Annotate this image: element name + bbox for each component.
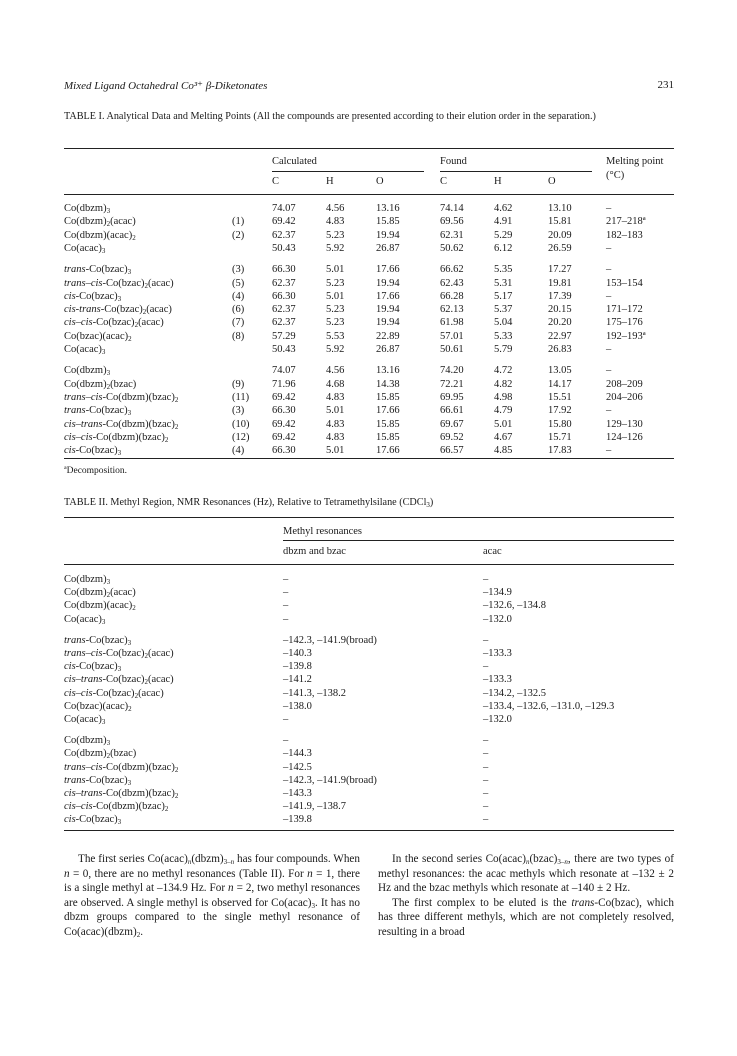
table1-found-c: 69.67: [440, 418, 464, 430]
table1-found-o: 13.10: [548, 203, 572, 214]
table2-caption: TABLE II. Methyl Region, NMR Resonances (Hz), Relative to Tetramethylsilane (CDCl$_3$): [64, 497, 434, 509]
table1-calc-o: 17.66: [376, 264, 400, 276]
table1-row-number: (3): [232, 264, 245, 276]
table1-calc-c: 69.42: [272, 216, 296, 228]
table1-found-o: 26.59: [548, 242, 572, 254]
table2-acac-value: –: [483, 788, 489, 799]
table1-calc-c: 66.30: [272, 405, 296, 417]
body-right-column: [378, 852, 674, 940]
table1-found-h: 4.62: [494, 203, 513, 214]
table2-acac-value: –: [483, 748, 489, 760]
table1-row-compound: $Co(acac)_3$: [64, 242, 106, 255]
table1-calc-c: 50.43: [272, 242, 296, 254]
table1-found-o: 26.83: [548, 344, 572, 355]
table2-row-compound: $Co(dbzm)_2(bzac)$: [64, 748, 137, 761]
table1-calc-h: 4.83: [326, 216, 345, 228]
table2-dbzm-bzac-value: –138.0: [283, 700, 312, 712]
table1-col-calc-h: H: [326, 176, 334, 187]
table2-acac-value: –: [483, 761, 489, 773]
table1-found-o: 14.17: [548, 378, 572, 390]
table2-acac-value: –134.9: [483, 587, 512, 599]
table1-melting-point: 124–126: [606, 431, 643, 443]
table2-row-compound: $Co(dbzm)(acac)_2$: [64, 600, 136, 613]
table2-row-compound: $Co(dbzm)_3$: [64, 574, 111, 586]
table1-melting-point: 175–176: [606, 317, 643, 329]
table1-found-c: 61.98: [440, 317, 464, 329]
table2-row-compound: cis-$Co(bzac)_3$: [64, 661, 122, 674]
table1-calc-o: 26.87: [376, 344, 400, 355]
table2-dbzm-bzac-value: –: [283, 587, 289, 599]
table1-found-o: 22.97: [548, 330, 572, 342]
table1-row-number: (4): [232, 290, 245, 302]
table1-calc-c: 74.07: [272, 365, 296, 377]
table1-calc-o: 19.94: [376, 277, 400, 289]
table1-row-number: (12): [232, 431, 250, 443]
table1-calc-o: 14.38: [376, 378, 400, 390]
table2-acac-value: –: [483, 774, 489, 786]
table1-calc-c: 50.43: [272, 344, 296, 355]
table1-found-c: 69.56: [440, 216, 464, 228]
table1-found-h: 4.72: [494, 365, 513, 377]
table1-calc-o: 13.16: [376, 365, 400, 377]
table1-found-c: 69.52: [440, 431, 464, 443]
table2-dbzm-bzac-value: –: [283, 600, 289, 612]
table1-row-compound: $Co(dbzm)(acac)_2$: [64, 229, 136, 242]
table1-calc-h: 5.23: [326, 277, 345, 289]
table2-acac-value: –: [483, 574, 489, 585]
table2-row-compound: $Co(bzac)(acac)_2$: [64, 700, 132, 713]
table2-row-compound: cis-$Co(bzac)_3$: [64, 814, 122, 827]
table1-found-o: 13.05: [548, 365, 572, 377]
table1-row-compound: cis–$cis-Co(bzac)_2(acac)$: [64, 317, 164, 330]
table1-melting-point: 153–154: [606, 277, 643, 289]
table2-acac-value: –133.3: [483, 674, 512, 686]
table1-found-c: 74.20: [440, 365, 464, 377]
table1-found-c: 74.14: [440, 203, 464, 214]
table1-found-h: 4.91: [494, 216, 513, 228]
table2-dbzm-bzac-value: –: [283, 735, 289, 747]
table1-top-rule: [64, 148, 674, 149]
table1-melting-point: 129–130: [606, 418, 643, 430]
table2-row-compound: cis–$trans-Co(dbzm)(bzac)_2$: [64, 788, 179, 800]
table1-footnote: ªDecomposition.: [64, 466, 128, 476]
table1-col-found-c: C: [440, 176, 448, 187]
table1-melting-point: –: [606, 365, 612, 377]
table1-found-o: 19.81: [548, 277, 572, 289]
table1-calc-c: 69.42: [272, 391, 296, 403]
table2-top-rule: [64, 517, 674, 518]
table1-calc-o: 19.94: [376, 304, 400, 316]
table1-row-number: (6): [232, 304, 245, 316]
table1-calc-o: 13.16: [376, 203, 400, 214]
table1-calc-o: 15.85: [376, 216, 400, 228]
table1-found-o: 15.80: [548, 418, 572, 430]
table2-row-compound: $Co(acac)_3$: [64, 613, 106, 626]
body-right-paragraph-2: The first complex to be eluted is the trans-Co(bzac), which has three different methyls, which are not completely resolved, resulting in a broad: [378, 896, 674, 938]
table1-calc-c: 62.37: [272, 317, 296, 329]
table2-dbzm-bzac-value: –142.3, –141.9(broad): [283, 774, 377, 786]
table1-col-found-h: H: [494, 176, 502, 187]
table2-dbzm-bzac-value: –139.8: [283, 661, 312, 673]
table2-dbzm-bzac-value: –142.3, –141.9(broad): [283, 634, 377, 646]
table1-calc-o: 17.66: [376, 290, 400, 302]
table2-dbzm-bzac-value: –: [283, 714, 289, 725]
table2-dbzm-bzac-value: –141.9, –138.7: [283, 801, 346, 813]
table1-calc-o: 19.94: [376, 229, 400, 241]
table1-found-h: 5.35: [494, 264, 513, 276]
table1-row-compound: cis–$cis-Co(dbzm)(bzac)_2$: [64, 431, 169, 444]
table1-row-number: (9): [232, 378, 245, 390]
table1-found-c: 66.61: [440, 405, 464, 417]
table1-found-c: 66.57: [440, 445, 464, 457]
table1-found-h: 4.85: [494, 445, 513, 457]
table1-melting-point: –: [606, 344, 612, 355]
table1-melting-point: –: [606, 290, 612, 302]
table1-calc-h: 5.92: [326, 242, 345, 254]
table2-group-rule: [283, 540, 674, 541]
table1-calc-h: 4.68: [326, 378, 345, 390]
table1-found-h: 5.17: [494, 290, 513, 302]
table2-group-header: Methyl resonances: [283, 526, 363, 537]
table1-found-o: 15.51: [548, 391, 572, 403]
table1-melting-point: –: [606, 405, 612, 417]
table2-dbzm-bzac-value: –143.3: [283, 788, 312, 799]
table1-row-compound: trans–$cis-Co(dbzm)(bzac)_2$: [64, 391, 179, 404]
table2-row-compound: trans–$cis-Co(bzac)_2(acac)$: [64, 648, 174, 660]
table1-found-h: 5.31: [494, 277, 513, 289]
table1-melting-point: –: [606, 203, 612, 214]
table2-acac-value: –: [483, 634, 489, 646]
table1-row-compound: cis-$Co(bzac)_3$: [64, 290, 122, 303]
table1-calc-c: 69.42: [272, 418, 296, 430]
table1-calc-o: 15.85: [376, 391, 400, 403]
table1-found-h: 4.98: [494, 391, 513, 403]
table1-found-h: 5.29: [494, 229, 513, 241]
table2-acac-value: –: [483, 801, 489, 813]
table1-calc-o: 19.94: [376, 317, 400, 329]
table1-found-c: 69.95: [440, 391, 464, 403]
table1-bottom-rule: [64, 458, 674, 459]
table1-calc-c: 66.30: [272, 290, 296, 302]
table1-found-rule: [440, 171, 592, 172]
page-number: 231: [657, 79, 674, 91]
table2-row-compound: trans-$Co(bzac)_3$: [64, 634, 132, 647]
table2-dbzm-bzac-value: –144.3: [283, 748, 312, 760]
table1-found-o: 17.39: [548, 290, 572, 302]
table1-calc-c: 66.30: [272, 264, 296, 276]
table1-row-compound: $Co(dbzm)_3$: [64, 365, 111, 378]
table1-caption: TABLE I. Analytical Data and Melting Points (All the compounds are presented according to their elution order in the separation.): [64, 111, 596, 122]
table1-row-compound: $Co(acac)_3$: [64, 344, 106, 356]
table1-calc-o: 15.85: [376, 418, 400, 430]
table1-found-c: 62.13: [440, 304, 464, 316]
table1-found-c: 62.31: [440, 229, 464, 241]
table1-row-compound: $Co(dbzm)_2(bzac)$: [64, 378, 137, 391]
table1-found-c: 57.01: [440, 330, 464, 342]
table1-melting-point: –: [606, 445, 612, 457]
table1-calc-h: 5.23: [326, 304, 345, 316]
table2-acac-value: –: [483, 661, 489, 673]
table1-found-h: 5.79: [494, 344, 513, 355]
table2-acac-value: –132.0: [483, 714, 512, 725]
table1-calc-h: 5.01: [326, 290, 345, 302]
table1-calc-c: 62.37: [272, 277, 296, 289]
table1-calc-o: 17.66: [376, 405, 400, 417]
table1-row-number: (3): [232, 405, 245, 417]
table1-calc-h: 4.56: [326, 365, 345, 377]
table1-row-number: (10): [232, 418, 250, 430]
table1-calc-h: 5.53: [326, 330, 345, 342]
table1-calc-h: 4.83: [326, 418, 345, 430]
table1-row-number: (5): [232, 277, 245, 289]
table2-acac-value: –132.0: [483, 613, 512, 625]
table2-dbzm-bzac-value: –: [283, 574, 289, 585]
table1-found-h: 4.67: [494, 431, 513, 443]
table1-group-found: Found: [440, 156, 467, 167]
table1-calc-h: 5.23: [326, 229, 345, 241]
table1-found-h: 4.79: [494, 405, 513, 417]
table1-row-number: (7): [232, 317, 245, 329]
table1-found-h: 5.37: [494, 304, 513, 316]
table1-found-c: 50.61: [440, 344, 464, 355]
table2-col-acac: acac: [483, 546, 502, 557]
table2-col-dbzm-bzac: dbzm and bzac: [283, 546, 346, 557]
table2-row-compound: cis–$cis-Co(bzac)_2(acac)$: [64, 687, 164, 700]
table1-row-number: (2): [232, 229, 245, 241]
table1-calc-h: 4.56: [326, 203, 345, 214]
table1-calc-c: 62.37: [272, 229, 296, 241]
table1-found-c: 50.62: [440, 242, 464, 254]
body-left-paragraph: The first series $Co(acac)_n(dbzm)_{3-n}$ has four compounds. When n = 0, there are no methyl resonances (Table II). For n = 1, there is a single methyl at –134.9 Hz. For n = 2, two methyl resonances are observed. A single methyl is observed for $Co(acac)_3$. It has no dbzm groups compared to the single methyl resonance of $Co(acac)(dbzm)_2$.: [64, 853, 360, 939]
table1-calc-h: 5.01: [326, 445, 345, 457]
table1-found-o: 20.15: [548, 304, 572, 316]
table1-melting-point: –: [606, 264, 612, 276]
table1-row-compound: $Co(bzac)(acac)_2$: [64, 330, 132, 343]
table1-melting-point: 182–183: [606, 229, 643, 241]
table1-found-o: 17.83: [548, 445, 572, 457]
table2-dbzm-bzac-value: –140.3: [283, 648, 312, 659]
table1-header-rule: [64, 194, 674, 195]
table2-acac-value: –133.4, –132.6, –131.0, –129.3: [483, 700, 615, 712]
table2-row-compound: cis–$cis-Co(dbzm)(bzac)_2$: [64, 801, 169, 814]
table2-row-compound: $Co(dbzm)_2(acac)$: [64, 587, 136, 600]
table1-row-number: (4): [232, 445, 245, 457]
table1-calc-c: 74.07: [272, 203, 296, 214]
table1-melting-point: 192–193ª: [606, 330, 646, 342]
table1-found-o: 17.27: [548, 264, 572, 276]
table1-col-calc-c: C: [272, 176, 280, 187]
table1-row-compound: $Co(dbzm)_2(acac)$: [64, 216, 136, 229]
table1-row-compound: trans–$cis-Co(bzac)_2(acac)$: [64, 277, 174, 290]
table2-acac-value: –132.6, –134.8: [483, 600, 546, 612]
table1-row-compound: trans-$Co(bzac)_3$: [64, 264, 132, 277]
table1-calc-h: 5.01: [326, 405, 345, 417]
table1-found-o: 20.09: [548, 229, 572, 241]
table1-calc-o: 26.87: [376, 242, 400, 254]
table1-found-c: 66.28: [440, 290, 464, 302]
table1-row-compound: cis-$Co(bzac)_3$: [64, 445, 122, 458]
table2-acac-value: –134.2, –132.5: [483, 687, 546, 699]
table1-calc-c: 62.37: [272, 304, 296, 316]
table1-calc-c: 57.29: [272, 330, 296, 342]
table2-bottom-rule: [64, 830, 674, 831]
table1-calculated-rule: [272, 171, 424, 172]
table1-mp-unit: (°C): [606, 170, 625, 181]
table2-header-rule: [64, 564, 674, 565]
table1-found-h: 5.33: [494, 330, 513, 342]
table1-calc-c: 69.42: [272, 431, 296, 443]
table1-found-o: 17.92: [548, 405, 572, 417]
table2-row-compound: $Co(acac)_3$: [64, 714, 106, 726]
table1-found-c: 62.43: [440, 277, 464, 289]
table2-dbzm-bzac-value: –141.3, –138.2: [283, 687, 346, 699]
table2-row-compound: trans-$Co(bzac)_3$: [64, 774, 132, 787]
table1-row-compound: cis–$trans-Co(dbzm)(bzac)_2$: [64, 418, 179, 431]
running-head: [64, 79, 674, 92]
table1-row-number: (11): [232, 391, 250, 403]
table1-calc-c: 71.96: [272, 378, 296, 390]
table1-row-number: (1): [232, 216, 245, 228]
body-left-column: [64, 852, 360, 940]
table1-melting-point: 217–218ª: [606, 216, 646, 228]
table1-found-o: 20.20: [548, 317, 572, 329]
table1-calc-h: 5.92: [326, 344, 345, 355]
table2-row-compound: $Co(dbzm)_3$: [64, 735, 111, 748]
table1-calc-o: 22.89: [376, 330, 400, 342]
table2-dbzm-bzac-value: –: [283, 613, 289, 625]
table1-calc-h: 4.83: [326, 391, 345, 403]
table1-found-h: 5.04: [494, 317, 513, 329]
table1-found-o: 15.81: [548, 216, 572, 228]
table1-calc-c: 66.30: [272, 445, 296, 457]
table2-acac-value: –: [483, 735, 489, 747]
table1-calc-h: 5.23: [326, 317, 345, 329]
table1-found-h: 5.01: [494, 418, 513, 430]
table2-acac-value: –133.3: [483, 648, 512, 659]
table1-found-h: 4.82: [494, 378, 513, 390]
table1-calc-h: 5.01: [326, 264, 345, 276]
table1-calc-h: 4.83: [326, 431, 345, 443]
table1-found-h: 6.12: [494, 242, 513, 254]
table1-found-c: 66.62: [440, 264, 464, 276]
body-right-paragraph-1: In the second series $Co(acac)_n(bzac)_{3-n}$, there are two types of methyl resonances: the acac methyls which resonate at –132 ± 2 Hz and the bzac methyls which resonate at –140 ± 2 Hz.: [378, 853, 674, 895]
table2-dbzm-bzac-value: –142.5: [283, 761, 312, 773]
table2-row-compound: cis–$trans-Co(bzac)_2(acac)$: [64, 674, 174, 687]
table1-melting-point: 208–209: [606, 378, 643, 390]
table1-row-compound: cis-$trans-Co(bzac)_2(acac)$: [64, 304, 172, 317]
table1-found-c: 72.21: [440, 378, 464, 390]
table1-row-compound: trans-$Co(bzac)_3$: [64, 405, 132, 418]
table2-row-compound: trans–$cis-Co(dbzm)(bzac)_2$: [64, 761, 179, 774]
table1-calc-o: 17.66: [376, 445, 400, 457]
table1-group-calculated: Calculated: [272, 156, 317, 167]
table1-melting-point: 204–206: [606, 391, 643, 403]
table1-group-mp: Melting point: [606, 156, 664, 167]
running-title: Mixed Ligand Octahedral Co³⁺ β-Diketonates: [64, 80, 268, 92]
table1-calc-o: 15.85: [376, 431, 400, 443]
table2-acac-value: –: [483, 814, 489, 826]
table2-dbzm-bzac-value: –141.2: [283, 674, 312, 686]
table1-melting-point: –: [606, 242, 612, 254]
table1-col-calc-o: O: [376, 176, 384, 187]
table2-dbzm-bzac-value: –139.8: [283, 814, 312, 826]
table1-melting-point: 171–172: [606, 304, 643, 316]
table1-row-number: (8): [232, 330, 245, 342]
table1-found-o: 15.71: [548, 431, 572, 443]
table1-col-found-o: O: [548, 176, 556, 187]
table1-row-compound: $Co(dbzm)_3$: [64, 203, 111, 215]
